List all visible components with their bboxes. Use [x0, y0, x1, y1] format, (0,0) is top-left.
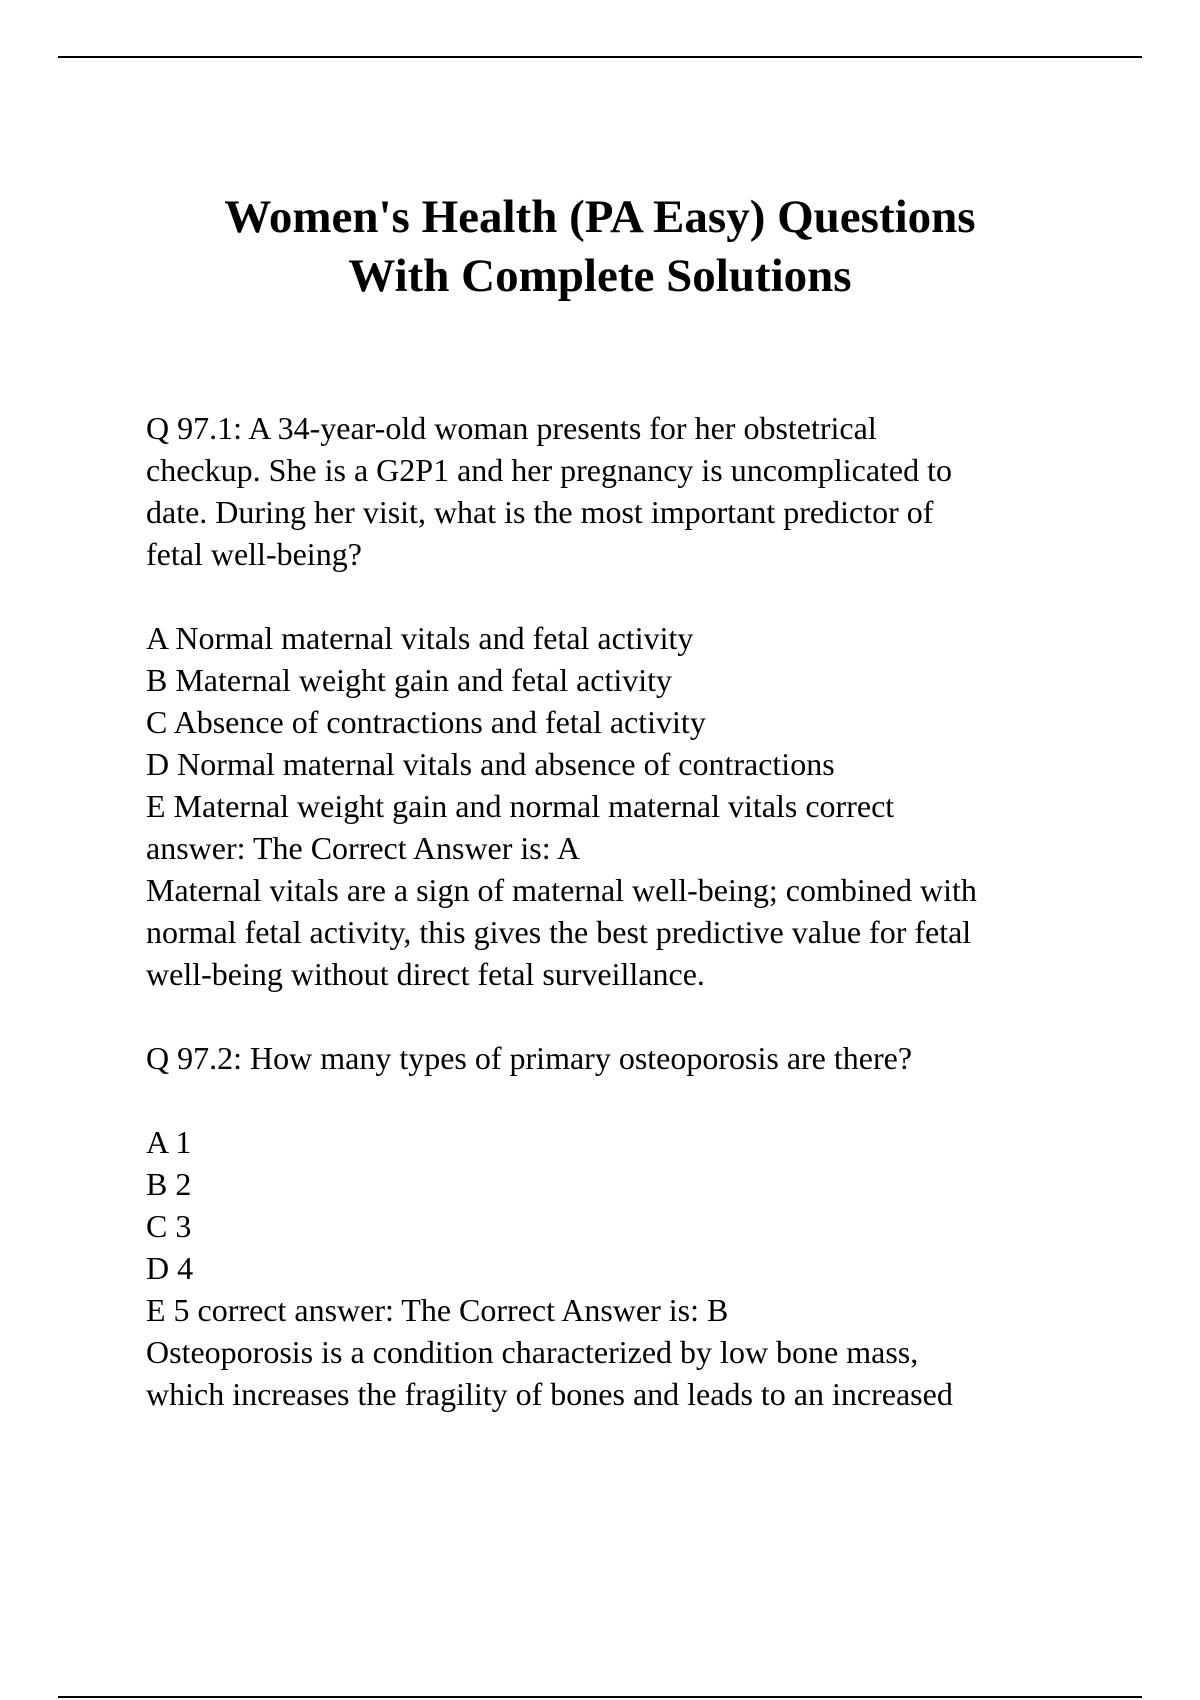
header-rule — [58, 56, 1142, 58]
option-d: D Normal maternal vitals and absence of contractions — [146, 746, 835, 782]
explanation — [146, 1331, 1146, 1415]
answer-options — [146, 1121, 1146, 1331]
option-b: B 2 — [146, 1166, 192, 1202]
prompt-line: fetal well-being? — [146, 536, 362, 572]
spacer — [146, 995, 1146, 1037]
explanation-line: which increases the fragility of bones and leads to an increased — [146, 1376, 953, 1412]
prompt-line: Q 97.1: A 34-year-old woman presents for her obstetrical — [146, 410, 877, 446]
question-1 — [146, 407, 1146, 995]
answer-options — [146, 617, 1146, 869]
spacer — [146, 575, 1146, 617]
correct-answer: answer: The Correct Answer is: A — [146, 830, 580, 866]
title-line: Women's Health (PA Easy) Questions — [224, 191, 976, 243]
title-line: With Complete Solutions — [348, 250, 852, 302]
option-c: C 3 — [146, 1208, 192, 1244]
explanation-line: Osteoporosis is a condition characterized by low bone mass, — [146, 1334, 919, 1370]
explanation — [146, 869, 1146, 995]
explanation-line: Maternal vitals are a sign of maternal well-being; combined with — [146, 872, 977, 908]
spacer — [146, 1079, 1146, 1121]
prompt-line: date. During her visit, what is the most important predictor of — [146, 494, 934, 530]
prompt-line: Q 97.2: How many types of primary osteoporosis are there? — [146, 1040, 913, 1076]
prompt-line: checkup. She is a G2P1 and her pregnancy is uncomplicated to — [146, 452, 952, 488]
explanation-line: well-being without direct fetal surveillance. — [146, 956, 705, 992]
option-e: E 5 correct answer: The Correct Answer is: B — [146, 1292, 729, 1328]
option-a: A 1 — [146, 1124, 192, 1160]
question-list — [146, 407, 1146, 1415]
page-title — [0, 188, 1200, 306]
question-prompt — [146, 1037, 1146, 1079]
explanation-line: normal fetal activity, this gives the best predictive value for fetal — [146, 914, 972, 950]
option-b: B Maternal weight gain and fetal activity — [146, 662, 673, 698]
option-d: D 4 — [146, 1250, 194, 1286]
footer-rule — [58, 1696, 1142, 1698]
option-a: A Normal maternal vitals and fetal activity — [146, 620, 694, 656]
question-prompt — [146, 407, 1146, 575]
option-c: C Absence of contractions and fetal activity — [146, 704, 706, 740]
option-e: E Maternal weight gain and normal maternal vitals correct — [146, 788, 895, 824]
question-2 — [146, 1037, 1146, 1415]
